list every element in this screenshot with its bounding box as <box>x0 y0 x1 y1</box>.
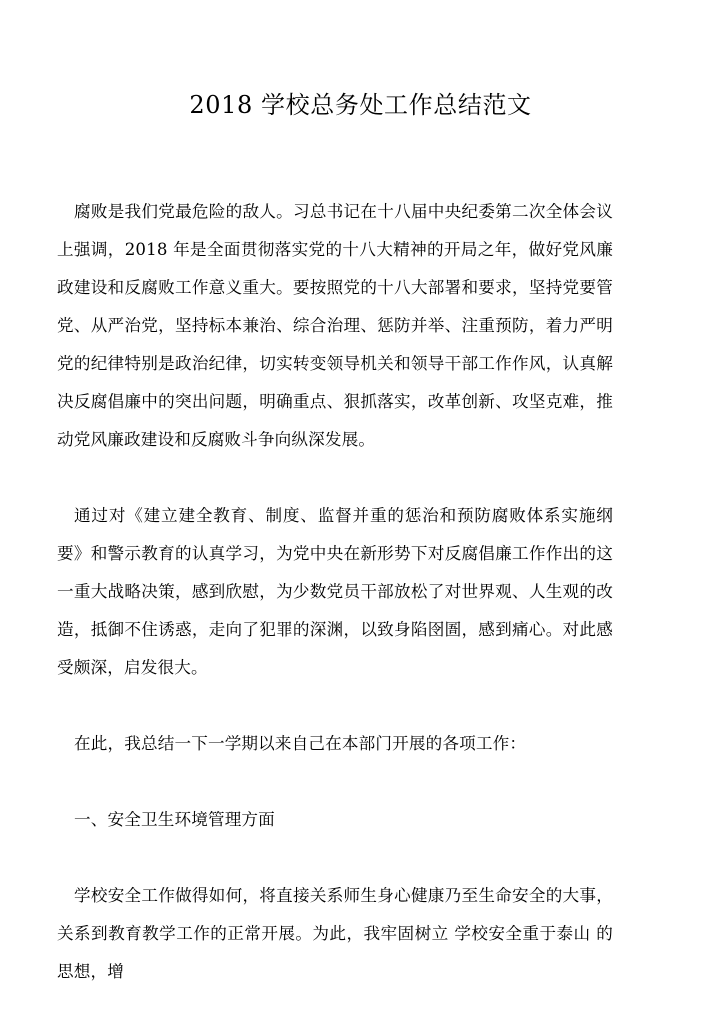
paragraph-study-reflection: 通过对《建立建全教育、制度、监督并重的惩治和预防腐败体系实施纲要》和警示教育的认真学习，为党中央在新形势下对反腐倡廉工作作出的这一重大战略决策，感到欣慰，为少数党员干部放松了对世界观、人生观的改造，抵御不住诱惑，走向了犯罪的深渊，以致身陷囹圄，感到痛心。对此感受颇深，启发很大。 <box>57 506 613 677</box>
paragraph-spacer <box>57 459 613 497</box>
paragraph-spacer <box>57 687 613 725</box>
document-body <box>57 193 613 991</box>
section-heading-safety-hygiene: 一、安全卫生环境管理方面 <box>74 810 275 829</box>
paragraph-spacer <box>57 763 613 801</box>
paragraph-intro-corruption: 腐败是我们党最危险的敌人。习总书记在十八届中央纪委第二次全体会议上强调，2018 年是全面贯彻落实党的十八大精神的开局之年，做好党风廉政建设和反腐败工作意义重大。要按照党的十八大部署和要求，坚持党要管党、从严治党，坚持标本兼治、综合治理、惩防并举、注重预防，着力严明党的纪律特别是政治纪律，切实转变领导机关和领导干部工作作风，认真解决反腐倡廉中的突出问题，明确重点、狠抓落实，改革创新、攻坚克难，推动党风廉政建设和反腐败斗争向纵深发展。 <box>57 202 613 449</box>
paragraph-summary-lead-in: 在此，我总结一下一学期以来自己在本部门开展的各项工作： <box>74 734 527 753</box>
paragraph-spacer <box>57 839 613 877</box>
page-title: 2018 学校总务处工作总结范文 <box>189 91 532 119</box>
paragraph-school-safety: 学校安全工作做得如何，将直接关系师生身心健康乃至生命安全的大事，关系到教育教学工作的正常开展。为此，我牢固树立 学校安全重于泰山 的思想，增 <box>57 886 613 981</box>
